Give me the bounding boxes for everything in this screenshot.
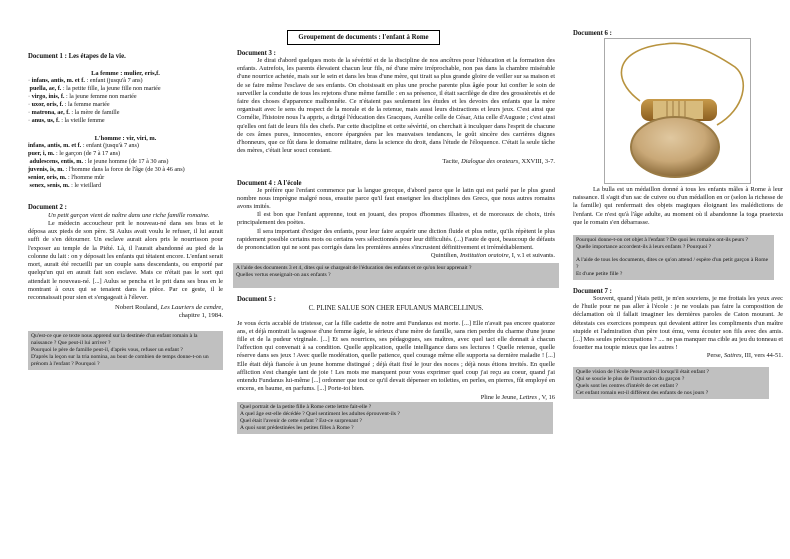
doc2-intro: Un petit garçon vient de naître dans une riche famille romaine. xyxy=(48,211,210,219)
list-item: · virgo, inis, f. : la jeune femme non mariée xyxy=(28,92,137,100)
list-item: juvenis, is, m. : l'homme dans la force de l'âge (de 30 à 46 ans) xyxy=(28,166,185,174)
column-right-lower xyxy=(573,186,783,399)
doc3-text: Je dirai d'abord quelques mots de la sévérité et de la discipline de nos ancêtres pour l'éducation et la formation des enfants. Autrefois, les parents élevaient chacun leur fils, né d'une mère irréprochable, non pas dans la chambre misérable d'une nourrice achetée, mais sur le sein et dans les bras d'une mère, qui tirait sa plus grande gloire de veiller sur sa maison et de se faire même l'esclave de ses enfants. On choisissait en plus une proche parente plus âgée pour lui confier le soin de surveiller la conduite de tous les rejetons d'une même famille : en sa présence, il était sacrilège de dire des grossièretés et de faire des choses d'apparence malhonnête. Ce n'étaient pas seulement les études et les devoirs des enfants que la mère organisait avec le sens du respect de la morale et de la retenue, mais aussi leurs distractions et leurs jeux. C'est ainsi que Cornélie, l'histoire nous l'a appris, a dirigé l'éducation des Gracques, Aurélie celle de César, Atia celle d'Auguste ; c'est ainsi qu'elles ont fait de leurs fils des chefs. Par cette discipline et cette sévérité, on cherchait à inculquer dans l'esprit de chacune de ces âmes pures, innocentes, encore épargnées par les mauvaises tendances, le goût sincère des carrières dignes d'honneurs, que ce fût dans le domaine militaire, dans la science du droit, dans l'étude de l'éloquence. C'était la seule tâche des mères, c'était leur souci constant. xyxy=(237,57,555,155)
question: Quelle vision de l'école Perse avait-il lorsqu'il était enfant ? xyxy=(576,368,709,375)
page-title: Groupement de documents : l'enfant à Rome xyxy=(287,30,440,45)
list-item: · infans, antis, m. et f. : enfant (jusqu'à 7 ans) xyxy=(28,77,143,84)
column-right xyxy=(573,0,783,37)
question: Quelles vertus enseignait-on aux enfants ? xyxy=(236,272,331,279)
list-item: adulescens, entis, m. : le jeune homme (de 17 à 30 ans) xyxy=(29,158,169,166)
question: Pourquoi le père de famille peut-il, d'après vous, refuser un enfant ? xyxy=(31,346,183,353)
question: Quel était l'avenir de cette enfant ? Est-ce surprenant ? xyxy=(240,417,362,424)
list-item: puella, ae, f. : la petite fille, la jeune fille non mariée xyxy=(29,84,161,92)
doc4-paragraph: Il sera important d'exiger des enfants, pour leur faire acquérir une diction fluide et plus nette, qu'ils répètent le plus rapidement possible certains mots ou certains vers sélectionnés pour leur difficultés. (...) Faute de quoi, beaucoup de défauts de prononciation qui ne sont pas corrigés dans les premières années s'incrustent définitivement et irrémédiablement. xyxy=(237,227,555,252)
list-item: senior, oris, m. : l'homme mûr xyxy=(28,174,105,182)
question: D'après la leçon sur la tria nomina, au bout de combien de temps donne-t-on un prénom à l'enfant ? Pourquoi ? xyxy=(31,353,209,367)
doc4-source: Quintilien, Institution oratoire, I, v.1 et suivants. xyxy=(430,252,555,260)
question: Quels sont les centres d'intérêt de cet enfant ? xyxy=(576,382,678,389)
doc1-femme-list xyxy=(28,77,223,124)
question: Et d'une petite fille ? xyxy=(576,271,623,278)
doc6-heading: Document 6 : xyxy=(573,30,612,37)
doc1-homme-list xyxy=(28,142,223,189)
question: Quelle importance accordent-ils à leurs enfants ? Pourquoi ? xyxy=(576,244,712,251)
list-item: infans, antis, m. et f. : enfant (jusqu'à 7 ans) xyxy=(28,142,139,150)
list-item: · uxor, oris, f. : la femme mariée xyxy=(28,100,110,108)
doc1-heading: Document 1 : Les étapes de la vie. xyxy=(28,53,126,60)
doc7-source: Perse, Satires, III, vers 44-51. xyxy=(706,352,783,360)
question: A l'aide des documents 3 et 4, dites qui se chargeait de l'éducation des enfants et ce qu'on leur apprenait ? xyxy=(236,265,472,272)
doc2-text: Le médecin accoucheur prit le nouveau-né dans ses bras et le déposa aux pieds de son père. Si Aulus avait voulu le refuser, il lui aurait suffi de s'en détourner. Un esclave aurait alors pris le nourrisson pour l'exposer au temple de la Piété. Là, il l'aurait abandonné au pied de la colonne du lait : on y déposait les enfants qui tètaient encore. L'enfant serait mort, aurait été recueilli par un couple sans descendants, ou emporté par quelqu'un qui en aurait fait son esclave. Mais ce n'était pas le sort qui attendait le nouveau-né. [...] Aulus se pencha et le prit dans ses bras en le montrant à ceux qui se tenaient dans la pièce. Par ce geste, il le reconnaissait pour sien et s'engageait à l'élever. xyxy=(28,220,223,301)
doc5-questions xyxy=(237,402,553,434)
question: A quel âge est-elle décédée ? Quel sentiment les adultes éprouvent-ils ? xyxy=(240,410,400,417)
list-item: senex, senis, m. : le vieillard xyxy=(29,181,102,189)
doc5-text: Je vous écris accablé de tristesse, car la fille cadette de notre ami Fundanus est morte. [...] Elle n'avait pas encore quatorze ans, et déjà montrait la sagesse d'une femme âgée, le sérieux d'une mère de famille, sans rien perdre du charme d'une jeune fille et de la pudeur virginale. [...] Et ses nourrices, ses pédagogues, ses maîtres, avec quel tact elle donnait à chacun l'affection qui convenait à sa condition. Quelle application, quelle intelligance dans ses lectures ! Quelle retenue, quelle réserve dans ses jeux ! Avec quelle modération, quelle patience, quel courage même elle supporta sa dernière maladie ! [...] Elle était déjà fiancée à un jeune homme distingué ; déjà était fixé le jour des noces ; déjà nous étions invités. En quelle affliction s'est changée tant de joie ! Les mots me manquent pour vous exprimer quel coup j'ai reçu au coeur, quand j'ai entendu Fundanus lui-même [...] ordonner que tout ce qu'il devait dépenser en toilettes, en perles, en pierres, fût employé en encens, en baume, en parfums. [...] Porte-toi bien. xyxy=(237,319,555,393)
doc5-source: Pline le Jeune, Lettres , V, 16 xyxy=(480,393,555,401)
doc6-questions xyxy=(573,235,774,280)
list-item: · anus, us, f. : la vieille femme xyxy=(28,116,105,124)
doc3-heading: Document 3 : xyxy=(237,50,276,57)
column-middle xyxy=(237,0,555,434)
question: Qui se soucie le plus de l'instruction du garçon ? xyxy=(576,375,685,382)
question: Cet enfant romain est-il différent des enfants de nos jours ? xyxy=(576,389,709,396)
doc2-source-ref: chapitre 1, 1984. xyxy=(178,312,223,320)
doc2-questions xyxy=(28,331,223,370)
question: Qu'est-ce que ce texte nous apprend sur la destinée d'un enfant romain à la naissance ? Que peut-il lui arriver ? xyxy=(31,332,198,346)
doc4-paragraph: Il est bon que l'enfant apprenne, tout en jouant, des propos d'hommes illustres, et de morceaux de choix, tirés principalement des poètes. xyxy=(237,211,555,227)
doc2-source: Nobert Rouland, Les Lauriers de cendre, xyxy=(115,304,223,312)
doc5-subtitle: C. PLINE SALUE SON CHER EFULANUS MARCELLINUS. xyxy=(308,305,484,313)
doc3-source: Tacite, Dialogue des orateurs, XXVIII, 3-7. xyxy=(442,158,555,166)
doc7-text: Souvent, quand j'étais petit, je m'en souviens, je me frottais les yeux avec de l'huile pour ne pas aller à l'école : je ne voulais pas faire la composition de déclamation où il fallait imaginer les dernières paroles de Caton mourant. Je détestais ces exercices pompeux qui devaient attirer les compliments d'un maître stupide et l'admiration d'un père tout ému, venu écouter son fils avec des amis. [...] Mes seules préoccupations ? .... ne pas manquer ma cible au jeu du tonneau et fouetter ma toupie mieux que les autres ! xyxy=(573,295,783,352)
question: A quoi sont prédestinées les petites filles à Rome ? xyxy=(240,424,354,431)
doc7-questions xyxy=(573,367,769,399)
question: Pourquoi donne-t-on cet objet à l'enfant ? De quoi les romains ont-ils peurs ? xyxy=(576,237,749,244)
list-item: puer, i, m. : le garçon (de 7 à 17 ans) xyxy=(28,150,121,158)
bulla-image xyxy=(604,38,751,184)
doc5-heading: Document 5 : xyxy=(237,296,276,304)
doc4-heading: Document 4 : A l'école xyxy=(237,179,302,187)
question: A l'aide de tous les documents, dites ce qu'on attend / espère d'un petit garçon à Rome ? xyxy=(576,257,769,271)
column-left xyxy=(28,0,223,370)
doc1-homme-heading: L'homme : vir, viri, m. xyxy=(94,135,157,143)
list-item: · matrona, ae, f. : la mère de famille xyxy=(28,108,120,116)
doc4-questions xyxy=(233,263,559,288)
question: Quel portrait de la petite fille à Rome cette lettre fait-elle ? xyxy=(240,403,372,410)
doc6-text: La bulla est un médaillon donné à tous les enfants mâles à Rome à leur naissance. Il s'agit d'un sac de cuivre ou d'un médaillon en or (selon la richesse de la famille) qui renfermait des objets magiques éloignant les malédictions de l'enfant. Ce n'est qu'à l'âge adulte, au moment où il abandonne la toga praetexta que le romain s'en débarrasse. xyxy=(573,186,783,226)
doc2-heading: Document 2 : xyxy=(28,203,67,211)
bulla-medallion-icon xyxy=(605,39,750,183)
doc4-paragraph: Je préfère que l'enfant commence par la langue grecque, d'abord parce que le latin qui est parlé par le plus grand nombre nous imprègne malgré nous, ensuite parce qu'il faut enseigner les disciplines des Grecs, que nous autres romains avons imités. xyxy=(237,186,555,211)
doc1-femme-heading: La femme : mulier, eris,f. xyxy=(91,70,160,77)
doc7-heading: Document 7 : xyxy=(573,288,612,296)
